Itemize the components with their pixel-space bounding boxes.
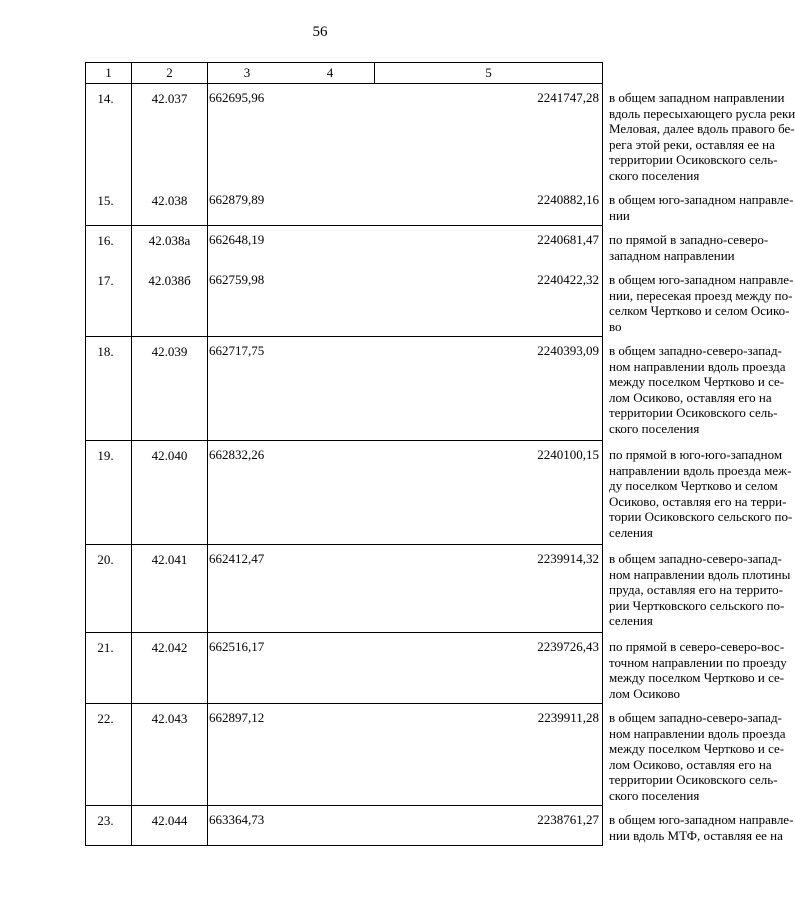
coordinate-pair — [208, 343, 602, 436]
cell-coordinates — [208, 704, 603, 806]
point-id: 42.044 — [151, 813, 188, 828]
coordinate-x: 662897,12 — [209, 710, 265, 725]
point-id: 42.038б — [148, 273, 191, 288]
cell-coordinates — [208, 806, 603, 846]
point-id: 42.041 — [151, 552, 188, 567]
cell-point-id — [132, 806, 208, 846]
cell-number — [86, 806, 132, 846]
table-row: 16. 17. 42.038а 42.038б 662648,19 2240681,47 662759,98 2240422,32 по прямой в западно-северо- западном направлении в общем юго-западном направле- нии, пересекая проезд между по- селком Чертково и селом Осико- во — [86, 226, 603, 337]
cell-number — [86, 441, 132, 545]
coordinate-pair — [208, 812, 602, 843]
point-number: 16. — [97, 233, 114, 248]
coordinate-y: 2239726,43 — [537, 639, 599, 654]
cell-number — [86, 545, 132, 633]
table-body — [86, 84, 795, 846]
point-id: 42.043 — [151, 711, 188, 726]
cell-coordinates — [208, 441, 603, 545]
table-row: 20. 42.041 662412,47 2239914,32 в общем западно-северо-запад- ном направлении вдоль плотины пруда, оставляя его на террито- рии Чертковского сельского по- селения — [86, 545, 603, 633]
point-number: 20. — [97, 552, 114, 567]
coordinate-x: 662516,17 — [209, 639, 265, 654]
coordinate-pair — [208, 710, 602, 803]
column-header-3-4 — [208, 63, 375, 84]
cell-coordinates — [208, 545, 603, 633]
boundary-points-table — [85, 62, 795, 846]
coordinate-y: 2238761,27 — [537, 812, 599, 827]
coordinate-pair — [208, 232, 602, 263]
cell-point-id — [132, 226, 208, 337]
point-number: 15. — [97, 193, 114, 208]
point-id: 42.038 — [151, 193, 188, 208]
column-header-2: 2 — [132, 63, 208, 84]
point-id: 42.042 — [151, 640, 188, 655]
column-header-3: 3 — [243, 65, 251, 80]
point-number: 19. — [97, 448, 114, 463]
coordinate-x: 662832,26 — [209, 447, 265, 462]
coordinate-y: 2240100,15 — [537, 447, 599, 462]
coordinate-x: 662648,19 — [209, 232, 265, 247]
point-number: 18. — [97, 344, 114, 359]
cell-coordinates — [208, 84, 603, 226]
cell-coordinates — [208, 337, 603, 441]
point-number: 17. — [97, 273, 114, 288]
table-header-row — [86, 63, 603, 84]
coordinate-pair — [208, 90, 602, 183]
table-row: 18. 42.039 662717,75 2240393,09 в общем западно-северо-запад- ном направлении вдоль проезда между поселком Чертково и се- лом Осиково, оставляя его на территории Осиковского сель- ского поселения — [86, 337, 603, 441]
coordinate-x: 662717,75 — [209, 343, 265, 358]
cell-point-id — [132, 337, 208, 441]
cell-coordinates — [208, 633, 603, 704]
coordinate-x: 662412,47 — [209, 551, 265, 566]
coordinate-pair — [208, 551, 602, 629]
table-row: 14. 15. 42.037 42.038 662695,96 2241747,28 662879,89 2240882,16 в общем западном направлении вдоль пересыхающего русла реки Меловая, далее вдоль правого бе- рега этой реки, оставляя ее на территории Осиковского сель- ского поселения в общем юго-западном направле- нии — [86, 84, 603, 226]
coordinate-pair — [208, 639, 602, 701]
column-header-5: 5 — [375, 63, 603, 84]
point-number: 14. — [97, 91, 114, 106]
cell-point-id — [132, 441, 208, 545]
coordinate-y: 2240422,32 — [537, 272, 599, 287]
cell-point-id — [132, 84, 208, 226]
point-id: 42.038а — [148, 233, 191, 248]
point-id: 42.037 — [151, 91, 188, 106]
table-row: 19. 42.040 662832,26 2240100,15 по прямой в юго-юго-западном направлении вдоль проезда меж- ду поселком Чертково и селом Осиково, оставляя его на терри- тории Осиковского сельского по- селения — [86, 441, 603, 545]
coordinate-x: 663364,73 — [209, 812, 265, 827]
coordinate-x: 662695,96 — [209, 90, 265, 105]
cell-number — [86, 84, 132, 226]
cell-point-id — [132, 633, 208, 704]
coordinate-y: 2239911,28 — [537, 710, 599, 725]
coordinate-y: 2240681,47 — [537, 232, 599, 247]
point-number: 22. — [97, 711, 114, 726]
coordinate-y: 2240393,09 — [537, 343, 599, 358]
cell-point-id — [132, 545, 208, 633]
cell-number — [86, 704, 132, 806]
point-id: 42.039 — [151, 344, 188, 359]
coordinate-y: 2239914,32 — [537, 551, 599, 566]
page-number: 56 — [312, 24, 328, 40]
point-number: 21. — [97, 640, 114, 655]
coordinate-pair — [208, 192, 602, 223]
coordinate-x: 662759,98 — [209, 272, 265, 287]
point-number: 23. — [97, 813, 114, 828]
table-row: 21. 42.042 662516,17 2239726,43 по прямой в северо-северо-вос- точном направлении по проезду между поселком Чертково и се- лом Осиково — [86, 633, 603, 704]
table-row: 23. 42.044 663364,73 2238761,27 в общем юго-западном направле- нии вдоль МТФ, оставляя ее на — [86, 806, 603, 846]
cell-point-id — [132, 704, 208, 806]
coordinate-y: 2240882,16 — [537, 192, 599, 207]
cell-number — [86, 337, 132, 441]
coordinate-pair — [208, 447, 602, 540]
coordinate-x: 662879,89 — [209, 192, 265, 207]
table-row: 22. 42.043 662897,12 2239911,28 в общем западно-северо-запад- ном направлении вдоль проезда между поселком Чертково и се- лом Осиково, оставляя его на территории Осиковского сель- ского поселения — [86, 704, 603, 806]
column-header-1: 1 — [86, 63, 132, 84]
column-header-4: 4 — [326, 65, 334, 80]
coordinate-pair — [208, 272, 602, 334]
cell-number — [86, 226, 132, 337]
coordinate-y: 2241747,28 — [537, 90, 599, 105]
cell-coordinates — [208, 226, 603, 337]
point-id: 42.040 — [151, 448, 188, 463]
cell-number — [86, 633, 132, 704]
